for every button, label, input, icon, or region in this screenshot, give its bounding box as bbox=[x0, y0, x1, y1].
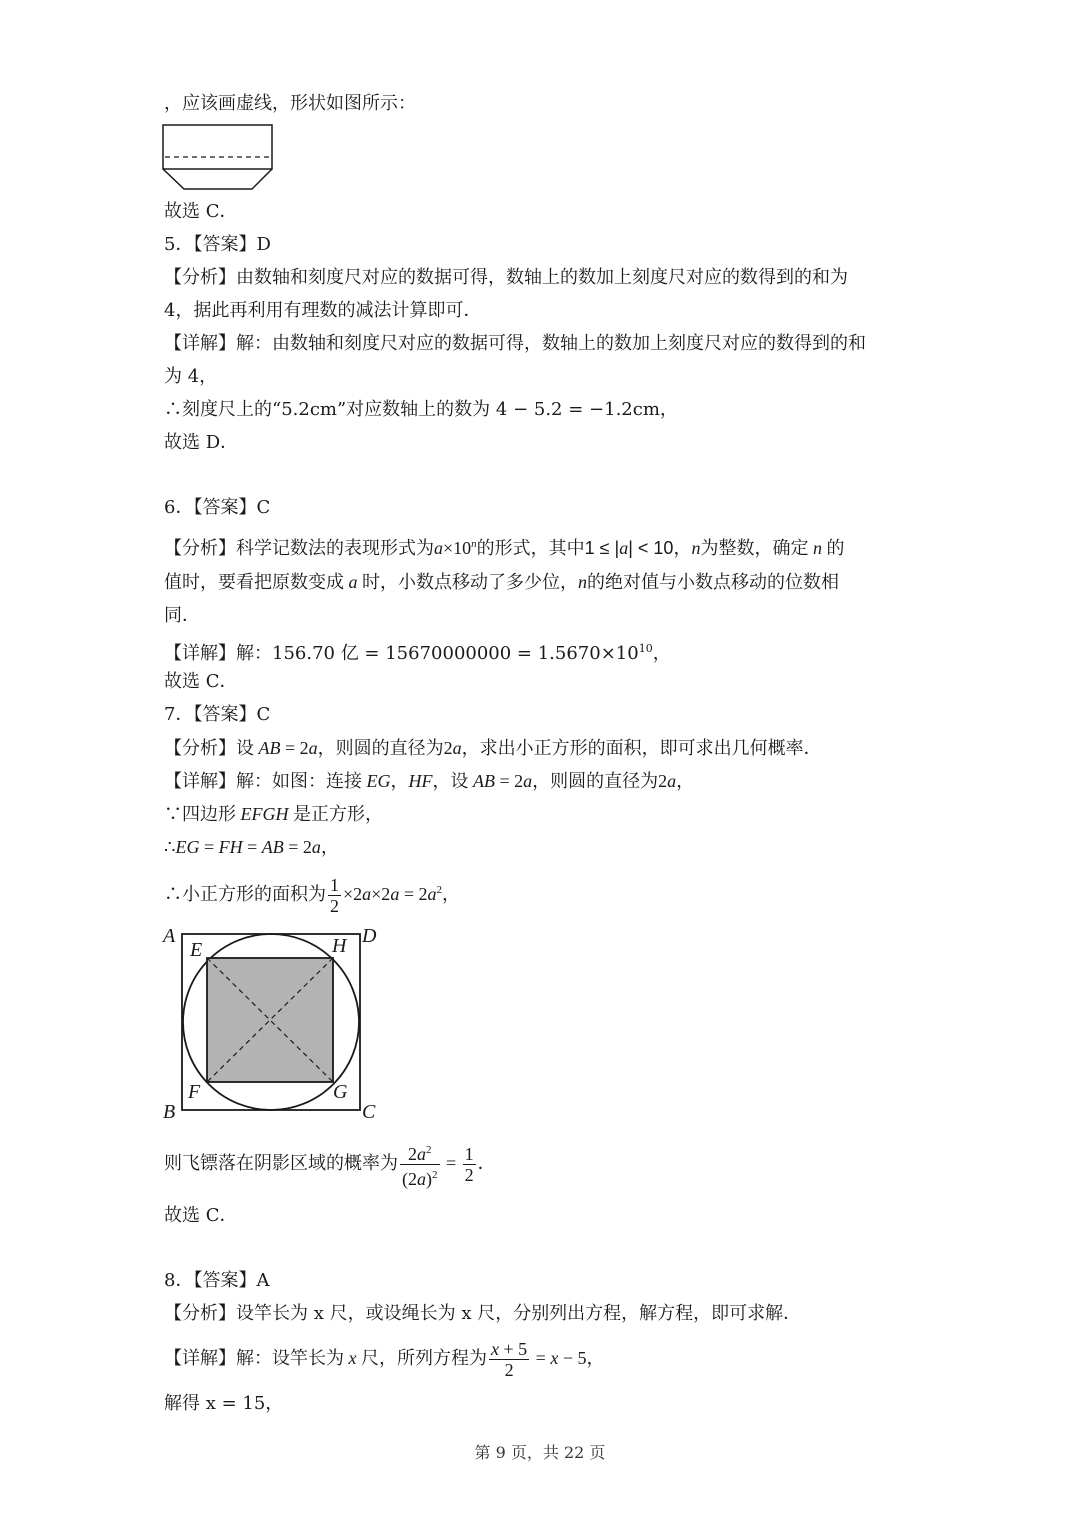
q6-detail bbox=[164, 637, 671, 666]
q7-since-b: 是正方形， bbox=[293, 804, 383, 825]
q7-detail-b: ， bbox=[390, 771, 409, 792]
q7-analysis: 【分析】设 AB = 2a，则圆的直径为2a，求出小正方形的面积，即可求出几何概率． bbox=[164, 738, 822, 759]
q6-choose: 故选 C． bbox=[164, 671, 238, 692]
q6-inequality: 1 ≤ |a| < 10 bbox=[584, 538, 674, 558]
q6-analysis-text-b: 的形式，其中 bbox=[476, 538, 585, 559]
q7-therefore2-a: ∴小正方形的面积为 bbox=[164, 884, 326, 905]
q5-detail-1: 【详解】解：由数轴和刻度尺对应的数据可得，数轴上的数加上刻度尺对应的数得到的和 bbox=[164, 333, 866, 354]
q7-therefore1-b: ， bbox=[320, 837, 339, 858]
q6-answer: 6．【答案】C bbox=[164, 497, 271, 518]
q5-choose: 故选 D． bbox=[164, 432, 239, 453]
q7-therefore1-a: ∴ bbox=[164, 837, 176, 858]
label-c: C bbox=[362, 1101, 376, 1122]
q7-therefore-2: ∴小正方形的面积为 $\frac{1}{2}$ $\times 2a\times 2a = 2a^2$， bbox=[164, 874, 460, 916]
label-a: A bbox=[163, 925, 176, 947]
trapezoid-figure bbox=[162, 124, 274, 192]
q6-analysis-2b: 时，小数点移动了多少位， bbox=[362, 572, 578, 593]
q8-analysis: 【分析】设竿长为 x 尺，或设绳长为 x 尺，分别列出方程，解方程，即可求解． bbox=[164, 1303, 802, 1324]
q6-analysis-text-e: 的 bbox=[826, 538, 845, 559]
q8-detail-b: 尺，所列方程为 bbox=[361, 1348, 487, 1369]
label-h: H bbox=[332, 935, 347, 957]
label-f: F bbox=[188, 1081, 201, 1103]
q5-detail-3: ∴刻度尺上的“5.2cm”对应数轴上的数为 4 − 5.2 = −1.2cm， bbox=[164, 399, 678, 420]
q5-detail-2: 为 4， bbox=[164, 366, 218, 387]
shaded-square bbox=[207, 958, 333, 1082]
label-e: E bbox=[190, 939, 203, 961]
q6-detail-exp: 10 bbox=[638, 642, 653, 655]
q7-therefore-1: ∴EG = FH = AB = 2a， bbox=[164, 837, 339, 858]
q7-analysis-a: 【分析】设 bbox=[164, 738, 254, 759]
q8-detail-c: ， bbox=[586, 1348, 605, 1369]
square-circle-figure bbox=[160, 922, 390, 1122]
q6-formula-sci: a bbox=[434, 538, 443, 558]
q7-analysis-c: ，求出小正方形的面积，即可求出几何概率． bbox=[461, 738, 822, 759]
q7-prob-end: ． bbox=[477, 1153, 496, 1174]
q6-analysis-text-c: ， bbox=[673, 538, 692, 559]
q7-therefore2-b: ， bbox=[441, 884, 460, 905]
q5-analysis-1: 【分析】由数轴和刻度尺对应的数据可得，数轴上的数加上刻度尺对应的数得到的和为 bbox=[164, 267, 848, 288]
q8-detail: 【详解】解：设竿长为 x 尺，所列方程为 $\frac{x + 5}{2}$ = x − 5， bbox=[164, 1338, 605, 1380]
label-g: G bbox=[333, 1081, 348, 1103]
q7-choose: 故选 C． bbox=[164, 1205, 238, 1226]
prob-fraction: $\frac{2a^2}{(2a)^2}$ bbox=[400, 1140, 440, 1189]
result-fraction: $\frac{1}{2}$ bbox=[464, 1143, 474, 1185]
q7-detail-e: ， bbox=[676, 771, 695, 792]
q7-detail: 【详解】解：如图：连接 EG，HF，设 AB = 2a，则圆的直径为2a， bbox=[164, 771, 695, 792]
q6-analysis-2: 值时，要看把原数变成 a 时，小数点移动了多少位，n的绝对值与小数点移动的位数相 bbox=[164, 572, 839, 593]
q6-analysis-2c: 的绝对值与小数点移动的位数相 bbox=[587, 572, 839, 593]
q6-detail-a: 【详解】解：156.70 亿 = 15670000000 = 1.5670×10 bbox=[164, 643, 639, 664]
q5-analysis-2: 4，据此再利用有理数的减法计算即可． bbox=[164, 300, 482, 321]
half-fraction: $\frac{1}{2}$ bbox=[330, 874, 339, 916]
q5-answer: 5．【答案】D bbox=[164, 234, 271, 255]
q8-solve: 解得 x = 15， bbox=[164, 1393, 284, 1414]
equation-fraction: $\frac{x + 5}{2}$ bbox=[491, 1338, 528, 1380]
text-line: ，应该画虚线，形状如图所示： bbox=[164, 93, 416, 114]
choose-line: 故选 C． bbox=[164, 201, 238, 222]
q7-analysis-b: ，则圆的直径为 bbox=[317, 738, 444, 759]
label-b: B bbox=[163, 1101, 176, 1122]
q7-since: ∵四边形 EFGH 是正方形， bbox=[164, 804, 383, 825]
q8-detail-a: 【详解】解：设竿长为 bbox=[164, 1348, 344, 1369]
q7-probability: 则飞镖落在阴影区域的概率为 $\frac{2a^2}{(2a)^2}$ = $\frac{1}{2}$ ． bbox=[164, 1138, 496, 1189]
q8-answer: 8．【答案】A bbox=[164, 1270, 270, 1291]
q7-detail-a: 【详解】解：如图：连接 bbox=[164, 771, 362, 792]
q7-detail-d: ，则圆的直径为 bbox=[532, 771, 659, 792]
q7-answer: 7．【答案】C bbox=[164, 704, 271, 725]
q7-since-a: ∵四边形 bbox=[164, 804, 236, 825]
q7-detail-c: ，设 bbox=[432, 771, 469, 792]
q7-prob-text: 则飞镖落在阴影区域的概率为 bbox=[164, 1153, 398, 1174]
q6-analysis-text-a: 【分析】科学记数法的表现形式为 bbox=[164, 538, 434, 559]
q6-detail-b: ， bbox=[652, 643, 671, 664]
q6-analysis-3: 同． bbox=[164, 605, 200, 626]
page-footer: 第 9 页，共 22 页 bbox=[474, 1443, 606, 1462]
q6-analysis-2a: 值时，要看把原数变成 bbox=[164, 572, 344, 593]
label-d: D bbox=[362, 925, 377, 947]
q6-analysis-text-d: 为整数，确定 bbox=[700, 538, 809, 559]
q6-analysis-1: 【分析】科学记数法的表现形式为$a\times 10^n$的形式，其中1 ≤ |a| < 10，n为整数，确定 n 的 bbox=[164, 538, 845, 559]
